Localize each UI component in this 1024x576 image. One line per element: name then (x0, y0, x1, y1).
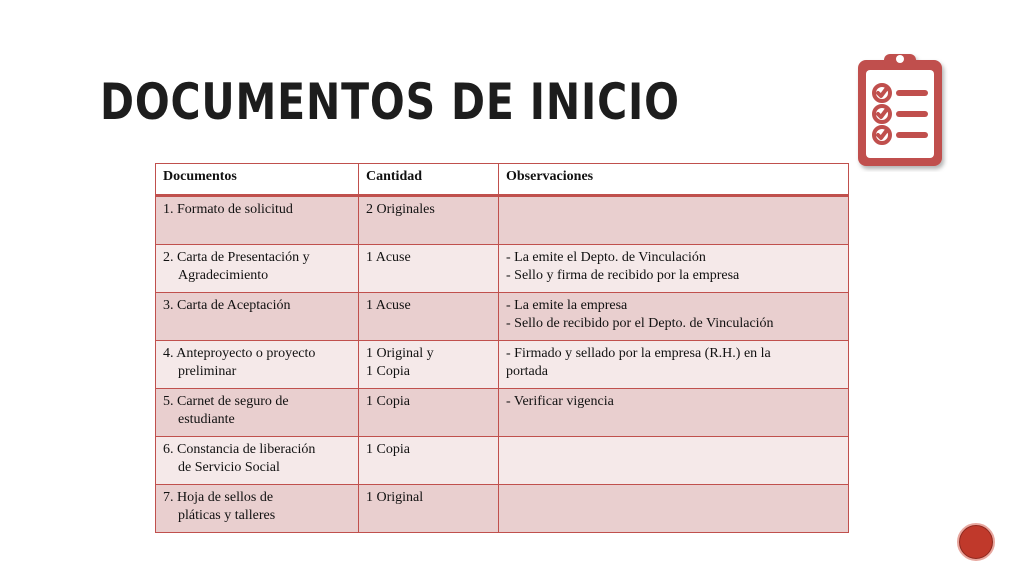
cell-text-line: - Verificar vigencia (506, 394, 614, 409)
cell-quantity (359, 341, 499, 389)
cell-text-line: portada (506, 364, 548, 379)
documents-table (155, 163, 849, 533)
cell-quantity (359, 245, 499, 293)
cell-observations (499, 389, 849, 437)
cell-observations (499, 341, 849, 389)
table-row (156, 437, 849, 485)
cell-text-line: 1 Acuse (366, 298, 411, 313)
table-row (156, 389, 849, 437)
cell-text-line: Agradecimiento (178, 268, 269, 283)
cell-text-line: de Servicio Social (178, 460, 280, 475)
cell-text-line: - La emite el Depto. de Vinculación (506, 250, 706, 265)
cell-text-line: 3. Carta de Aceptación (163, 298, 291, 313)
table-row (156, 485, 849, 533)
table-row (156, 196, 849, 245)
cell-text-line: - Sello y firma de recibido por la empresa (506, 268, 740, 283)
cell-text-line: 1 Original y (366, 346, 434, 361)
cell-document (156, 196, 359, 245)
header-documentos: Documentos (156, 164, 359, 196)
cell-document (156, 341, 359, 389)
table-row (156, 341, 849, 389)
cell-text-line: 4. Anteproyecto o proyecto (163, 346, 316, 361)
slide-title: DOCUMENTOS DE INICIO (100, 73, 680, 131)
cell-document (156, 389, 359, 437)
cell-text-line: - La emite la empresa (506, 298, 628, 313)
checklist-clipboard-icon (852, 50, 948, 172)
cell-text-line: 2 Originales (366, 202, 435, 217)
cell-text-line: 6. Constancia de liberación (163, 442, 316, 457)
cell-observations (499, 293, 849, 341)
cell-text-line: 7. Hoja de sellos de (163, 490, 274, 505)
cell-text-line: estudiante (178, 412, 235, 427)
cell-observations (499, 437, 849, 485)
cell-quantity (359, 485, 499, 533)
cell-text-line: 1. Formato de solicitud (163, 202, 293, 217)
cell-text-line: preliminar (178, 364, 237, 379)
cell-quantity (359, 196, 499, 245)
cell-document (156, 485, 359, 533)
cell-text-line: 2. Carta de Presentación y (163, 250, 310, 265)
cell-text-line: - Sello de recibido por el Depto. de Vinculación (506, 316, 774, 331)
table-header-row (156, 164, 849, 196)
cell-document (156, 437, 359, 485)
header-observaciones: Observaciones (499, 164, 849, 196)
cell-text-line: pláticas y talleres (178, 508, 276, 523)
table-row (156, 245, 849, 293)
cell-text-line: 1 Acuse (366, 250, 411, 265)
cell-observations (499, 245, 849, 293)
cell-text-line: - Firmado y sellado por la empresa (R.H.) en la (506, 346, 771, 361)
table-row (156, 293, 849, 341)
cell-observations (499, 485, 849, 533)
cell-document (156, 293, 359, 341)
slide-number-badge (957, 523, 995, 561)
cell-text-line: 1 Copia (366, 364, 410, 379)
cell-text-line: 1 Copia (366, 394, 410, 409)
cell-quantity (359, 389, 499, 437)
header-cantidad: Cantidad (359, 164, 499, 196)
cell-text-line: 1 Copia (366, 442, 410, 457)
cell-text-line: 5. Carnet de seguro de (163, 394, 289, 409)
cell-text-line: 1 Original (366, 490, 424, 505)
cell-observations (499, 196, 849, 245)
cell-quantity (359, 293, 499, 341)
cell-document (156, 245, 359, 293)
cell-quantity (359, 437, 499, 485)
